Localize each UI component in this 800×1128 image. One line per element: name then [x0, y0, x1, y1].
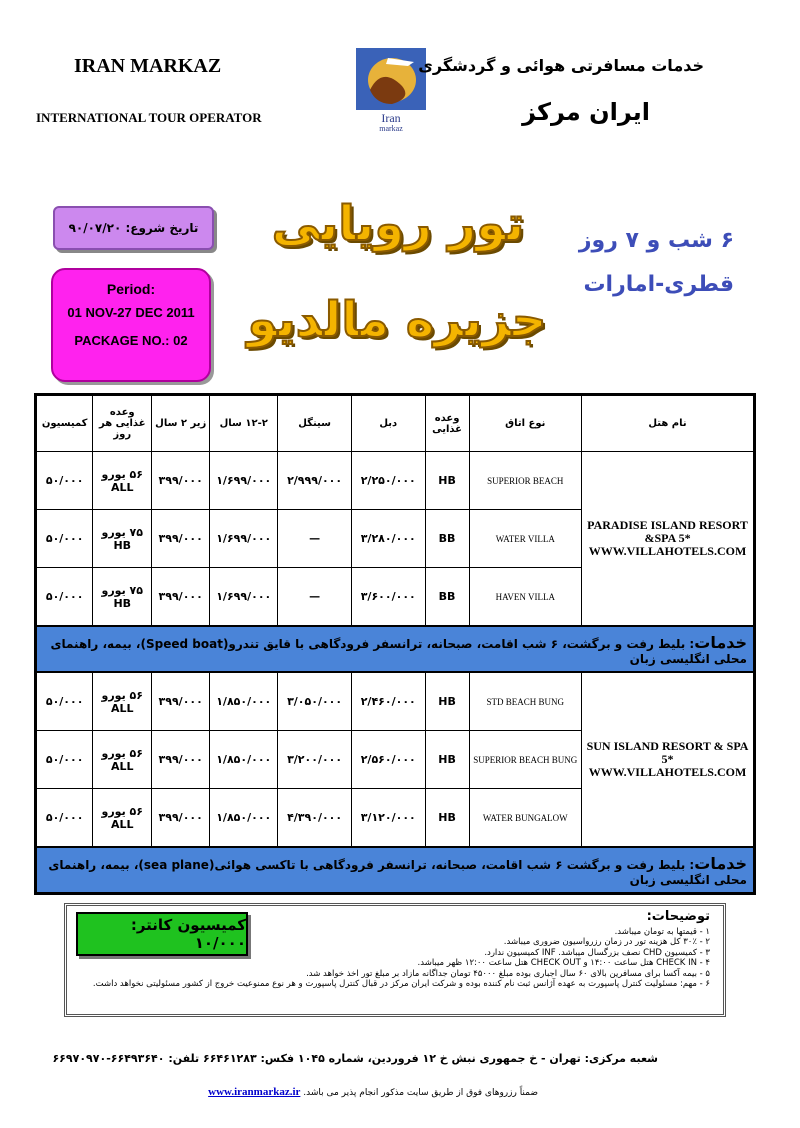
commission: ۵۰/۰۰۰ [36, 510, 93, 568]
footer-note-text: ضمناً رزروهای فوق از طریق سایت مذکور انجام پذیر می باشد. [303, 1088, 538, 1098]
period-range: 01 NOV-27 DEC 2011 [67, 305, 195, 320]
daily-meal: ۷۵ یورو HB [93, 568, 152, 627]
daily-meal: ۷۵ یورو HB [93, 510, 152, 568]
services-text: : بلیط رفت و برگشت ۶ شب اقامت، صبحانه، ترانسفر فرودگاهی با تاکسی هوائی(sea plane)، بیمه، راهنمای محلی انگلیسی زبان [48, 857, 747, 887]
hotel-name: PARADISE ISLAND RESORT &SPA 5* WWW.VILLAHOTELS.COM [582, 452, 755, 627]
price-double: ۲/۴۶۰/۰۰۰ [351, 672, 425, 731]
meal-plan: HB [425, 789, 469, 848]
note-item: ۳ - کمیسیون CHD نصف بزرگسال میباشد. INF کمیسیون ندارد. [484, 947, 710, 958]
header-double: دبل [351, 395, 425, 452]
room-type: STD BEACH BUNG [469, 672, 581, 731]
website-link[interactable]: www.iranmarkaz.ir [208, 1086, 301, 1098]
price-single: — [278, 568, 352, 627]
header-hotel: نام هتل [582, 395, 755, 452]
note-item: ۱ - قیمتها به تومان میباشد. [614, 926, 710, 937]
services-row [36, 626, 755, 672]
price-child: ۱/۶۹۹/۰۰۰ [210, 510, 278, 568]
table-row [36, 672, 755, 731]
services-cell [36, 847, 755, 894]
price-single: — [278, 510, 352, 568]
note-item: ۵ - بیمه آکسا برای مسافرین بالای ۶۰ سال اجباری بوده مبلغ ۴۵۰۰۰ تومان جداگانه مازاد بر مبلغ تور اخذ خواهد شد. [306, 968, 710, 979]
price-double: ۲/۲۵۰/۰۰۰ [351, 452, 425, 510]
price-infant: ۳۹۹/۰۰۰ [152, 452, 210, 510]
price-infant: ۳۹۹/۰۰۰ [152, 510, 210, 568]
tour-title-line2: جزیره مالدیو [247, 292, 547, 348]
price-child: ۱/۶۹۹/۰۰۰ [210, 568, 278, 627]
price-table [34, 393, 756, 895]
brand-name: IRAN MARKAZ [74, 55, 222, 77]
meal-plan: HB [425, 452, 469, 510]
price-child: ۱/۸۵۰/۰۰۰ [210, 731, 278, 789]
notes-title: توضیحات: [646, 909, 710, 924]
tour-duration: ۶ شب و ۷ روز [578, 228, 734, 253]
price-infant: ۳۹۹/۰۰۰ [152, 568, 210, 627]
header-infant: زیر ۲ سال [152, 395, 210, 452]
note-item: ۶ - مهم: مسئولیت کنترل پاسپورت به عهده آژانس ثبت نام کننده بوده و شرکت ایران مرکز در قبال کنترل پاسپورت و هر نوع ممنوعیت خروج از کشور مسئولیتی نخواهد داشت. [92, 979, 710, 989]
header-room: نوع اتاق [469, 395, 581, 452]
price-infant: ۳۹۹/۰۰۰ [152, 789, 210, 848]
header-child: ۱۲-۲ سال [210, 395, 278, 452]
price-single: ۲/۹۹۹/۰۰۰ [278, 452, 352, 510]
price-double: ۳/۱۲۰/۰۰۰ [351, 789, 425, 848]
header-daily-meal: وعده غذایی هر روز [93, 395, 152, 452]
daily-meal: ۵۶ یورو ALL [93, 731, 152, 789]
services-cell [36, 626, 755, 672]
company-name-fa: ایران مرکز [522, 98, 650, 126]
services-label: خدمات [694, 632, 747, 652]
commission: ۵۰/۰۰۰ [36, 452, 93, 510]
price-single: ۳/۲۰۰/۰۰۰ [278, 731, 352, 789]
services-row [36, 847, 755, 894]
brand-subtitle: INTERNATIONAL TOUR OPERATOR [36, 110, 262, 125]
services-text: : بلیط رفت و برگشت، ۶ شب اقامت، صبحانه، ترانسفر فرودگاهی با قایق تندرو(Speed boat)، بیمه، راهنمای محلی انگلیسی زبان [50, 636, 747, 666]
note-item: ۲ - ۳۰٪ کل هزینه تور در زمان رزرواسیون ضروری میباشد. [503, 937, 710, 947]
price-child: ۱/۸۵۰/۰۰۰ [210, 672, 278, 731]
table-row [36, 452, 755, 510]
price-infant: ۳۹۹/۰۰۰ [152, 672, 210, 731]
logo-subtext: markaz [379, 124, 403, 132]
daily-meal: ۵۶ یورو ALL [93, 789, 152, 848]
logo-text: Iran [381, 111, 401, 125]
header-single: سینگل [278, 395, 352, 452]
package-number: PACKAGE NO.: 02 [74, 333, 188, 348]
price-single: ۴/۳۹۰/۰۰۰ [278, 789, 352, 848]
meal-plan: HB [425, 731, 469, 789]
room-type: WATER BUNGALOW [469, 789, 581, 848]
header-meal: وعده غذایی [425, 395, 469, 452]
hotel-name: SUN ISLAND RESORT & SPA 5* WWW.VILLAHOTELS.COM [582, 672, 755, 847]
commission: ۵۰/۰۰۰ [36, 731, 93, 789]
tour-airline: قطری-امارات [583, 272, 734, 297]
commission: ۵۰/۰۰۰ [36, 568, 93, 627]
daily-meal: ۵۶ یورو ALL [93, 452, 152, 510]
commission: ۵۰/۰۰۰ [36, 672, 93, 731]
price-child: ۱/۸۵۰/۰۰۰ [210, 789, 278, 848]
header-commission: کمیسیون [36, 395, 93, 452]
room-type: SUPERIOR BEACH [469, 452, 581, 510]
meal-plan: HB [425, 672, 469, 731]
room-type: WATER VILLA [469, 510, 581, 568]
price-single: ۳/۰۵۰/۰۰۰ [278, 672, 352, 731]
period-label: Period: [106, 281, 156, 297]
period-box [51, 268, 211, 382]
price-double: ۳/۶۰۰/۰۰۰ [351, 568, 425, 627]
meal-plan: BB [425, 568, 469, 627]
tour-title-line1: تور رویایی [271, 196, 525, 252]
services-label: خدمات [694, 853, 747, 873]
services-heading-fa: خدمات مسافرتی هوائی و گردشگری [418, 56, 704, 75]
start-date-badge: تاریخ شروع: ۹۰/۰۷/۲۰ [53, 206, 214, 250]
room-type: SUPERIOR BEACH BUNG [469, 731, 581, 789]
note-item: ۴ - CHECK IN هتل ساعت ۱۴:۰۰ و CHECK OUT هتل ساعت ۱۲:۰۰ ظهر میباشد. [417, 958, 710, 968]
office-address: شعبه مرکزی: تهران - خ جمهوری نبش خ ۱۲ فروردین، شماره ۱۰۴۵ فکس: ۶۶۴۶۱۲۸۳ تلفن: ۶۶۴۹۳۶۴۰-۶۶۹۷۰۹۷۰ [52, 1052, 658, 1065]
daily-meal: ۵۶ یورو ALL [93, 672, 152, 731]
price-double: ۳/۲۸۰/۰۰۰ [351, 510, 425, 568]
room-type: HAVEN VILLA [469, 568, 581, 627]
price-infant: ۳۹۹/۰۰۰ [152, 731, 210, 789]
commission: ۵۰/۰۰۰ [36, 789, 93, 848]
table-header-row [36, 395, 755, 452]
price-double: ۲/۵۶۰/۰۰۰ [351, 731, 425, 789]
counter-commission-badge: کمیسیون کانتر: ۱۰/۰۰۰ [76, 912, 248, 956]
price-child: ۱/۶۹۹/۰۰۰ [210, 452, 278, 510]
footer-note [208, 1086, 538, 1098]
notes-list [90, 909, 710, 990]
meal-plan: BB [425, 510, 469, 568]
